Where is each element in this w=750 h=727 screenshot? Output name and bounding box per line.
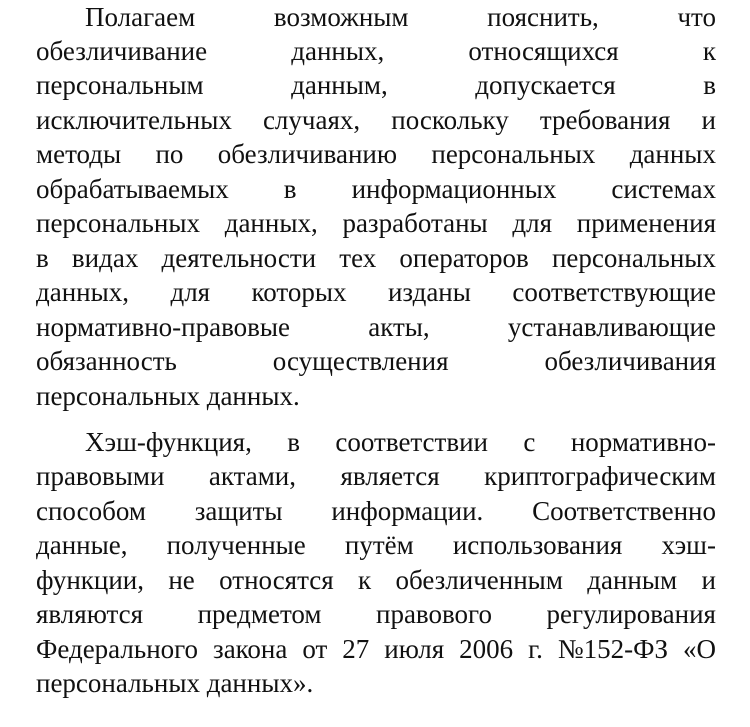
- text-line: [36, 68, 716, 102]
- text-line: персональных данных.: [36, 381, 300, 411]
- word: акты,: [368, 312, 430, 342]
- text-line: [36, 241, 716, 275]
- word: изданы: [387, 277, 471, 307]
- word: к: [702, 36, 716, 66]
- word: в: [36, 243, 49, 273]
- word: случаях,: [262, 105, 361, 135]
- word: полученные: [166, 530, 306, 560]
- word: данных,: [36, 277, 130, 307]
- word: по: [155, 139, 184, 169]
- word: что: [677, 2, 716, 32]
- word: обезличенным: [395, 565, 563, 595]
- word: персональным: [36, 70, 204, 100]
- word: в: [283, 174, 297, 204]
- word: путём: [344, 530, 414, 560]
- word: обезличивания: [544, 346, 716, 376]
- text-line: [36, 172, 716, 206]
- word: тех: [339, 243, 377, 273]
- word: применения: [576, 208, 716, 238]
- word: г.: [528, 634, 543, 664]
- word: соответствующие: [512, 277, 716, 307]
- word: информационных: [351, 174, 557, 204]
- word: персональных: [551, 243, 716, 273]
- word: 27: [342, 634, 370, 664]
- word: разработаны: [342, 208, 488, 238]
- word: данных,: [291, 36, 385, 66]
- word: для: [512, 208, 553, 238]
- word: методы: [36, 139, 122, 169]
- word: персональных: [36, 208, 200, 238]
- word: в: [703, 70, 716, 100]
- word: с: [523, 427, 536, 457]
- word: соответствии: [335, 427, 488, 457]
- text-line: [36, 597, 716, 631]
- word: №152-ФЗ: [557, 634, 668, 664]
- word: защиты: [194, 496, 283, 526]
- word: операторов: [399, 243, 529, 273]
- word: обязанность: [36, 346, 177, 376]
- word: в: [287, 427, 300, 457]
- word: системах: [611, 174, 716, 204]
- word: Федерального: [36, 634, 199, 664]
- word: данным,: [291, 70, 388, 100]
- word: данные,: [36, 530, 128, 560]
- word: Хэш-функция,: [85, 427, 252, 457]
- word: устанавливающие: [507, 312, 716, 342]
- word: исключительных: [36, 105, 232, 135]
- text-line: [36, 137, 716, 171]
- word: правового: [376, 599, 492, 629]
- word: функции,: [36, 565, 144, 595]
- text-line: [36, 103, 716, 137]
- word: персональных: [431, 139, 596, 169]
- word: относятся: [219, 565, 334, 595]
- word: которых: [251, 277, 347, 307]
- text-line: [36, 275, 716, 309]
- word: обезличивание: [36, 36, 208, 66]
- word: Соответственно: [532, 496, 716, 526]
- word: Полагаем: [85, 2, 196, 32]
- text-line: [36, 494, 716, 528]
- word: использования: [452, 530, 623, 560]
- word: способом: [36, 496, 146, 526]
- word: деятельности: [161, 243, 317, 273]
- word: июля: [384, 634, 445, 664]
- word: обрабатываемых: [36, 174, 229, 204]
- text-line: [36, 632, 716, 666]
- word: пояснить,: [487, 2, 599, 32]
- word: и: [701, 105, 716, 135]
- word: обезличиванию: [217, 139, 398, 169]
- word: актами,: [208, 461, 297, 491]
- text-line: [85, 0, 716, 34]
- word: поскольку: [391, 105, 509, 135]
- word: правовыми: [36, 461, 165, 491]
- text-line: [36, 310, 716, 344]
- word: не: [168, 565, 195, 595]
- word: предметом: [197, 599, 322, 629]
- text-line: [36, 528, 716, 562]
- word: является: [340, 461, 440, 491]
- word: нормативно-правовые: [36, 312, 291, 342]
- text-line: [85, 425, 716, 459]
- word: данных: [629, 139, 716, 169]
- word: к: [357, 565, 372, 595]
- word: являются: [36, 599, 144, 629]
- word: нормативно-: [570, 427, 716, 457]
- word: «О: [682, 634, 716, 664]
- word: для: [170, 277, 211, 307]
- text-line: [36, 206, 716, 240]
- word: и: [701, 565, 716, 595]
- text-line: [36, 459, 716, 493]
- word: хэш-: [661, 530, 716, 560]
- text-line: персональных данных».: [36, 668, 314, 698]
- word: видах: [71, 243, 139, 273]
- word: данным: [587, 565, 678, 595]
- word: возможным: [273, 2, 409, 32]
- text-line: [36, 344, 716, 378]
- word: требования: [539, 105, 671, 135]
- word: осуществления: [272, 346, 449, 376]
- word: от: [302, 634, 328, 664]
- word: допускается: [475, 70, 616, 100]
- word: регулирования: [546, 599, 716, 629]
- word: относящихся: [468, 36, 619, 66]
- word: информации.: [331, 496, 484, 526]
- word: закона: [213, 634, 288, 664]
- word: криптографическим: [484, 461, 716, 491]
- text-line: [36, 34, 716, 68]
- word: данных,: [224, 208, 318, 238]
- word: 2006: [459, 634, 514, 664]
- text-line: [36, 563, 716, 597]
